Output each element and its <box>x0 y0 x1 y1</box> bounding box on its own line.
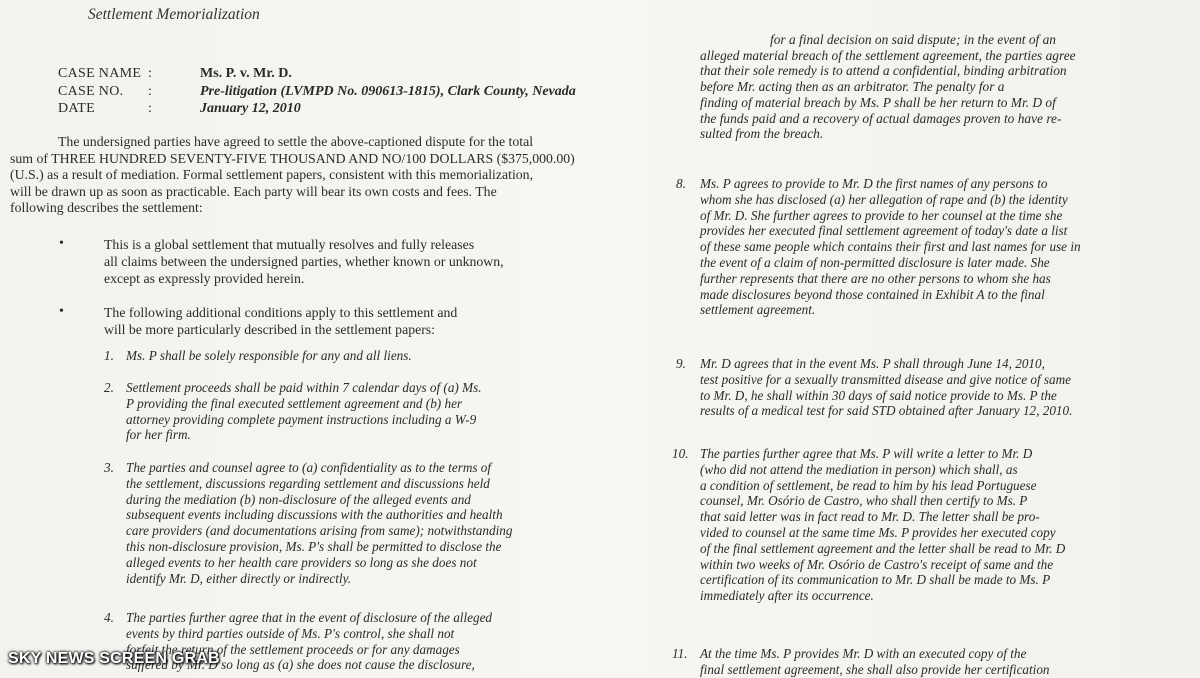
document-title: Settlement Memorialization <box>88 6 260 23</box>
bullet-line: The following additional conditions apply to this settlement and <box>104 305 458 320</box>
bullet-additional-conditions <box>104 304 574 338</box>
intro-paragraph <box>10 134 610 217</box>
item-line: Mr. D agrees that in the event Ms. P shall through June 14, 2010, <box>700 356 1045 371</box>
caption-label: CASE NO. <box>58 84 124 99</box>
intro-line: (U.S.) as a result of mediation. Formal settlement papers, consistent with this memorialization, <box>10 167 534 182</box>
item-line: vided to counsel at the same time Ms. P provides her executed copy <box>700 524 1056 540</box>
item-line: The parties and counsel agree to (a) confidentiality as to the terms of <box>126 460 492 475</box>
item-number: 9. <box>676 356 686 371</box>
intro-line: following describes the settlement: <box>10 200 203 215</box>
continuation-line: that their sole remedy is to attend a confidential, binding arbitration <box>700 63 1067 79</box>
caption-date: DATE : January 12, 2010 <box>58 101 301 116</box>
item-number: 10. <box>672 446 689 461</box>
item-line: final settlement agreement, she shall also provide her certification <box>700 661 1050 677</box>
item-line: P providing the final executed settlement agreement and (b) her <box>126 395 463 411</box>
item-line: Ms. P agrees to provide to Mr. D the first names of any persons to <box>700 176 1048 191</box>
item-line: Ms. P shall be solely responsible for any and all liens. <box>126 348 412 363</box>
item-line: the settlement, discussions regarding settlement and discussions held <box>126 475 490 491</box>
continuation-line: before Mr. acting then as an arbitrator. The penalty for a <box>700 79 1005 95</box>
item-line: events by third parties outside of Ms. P's control, she shall not <box>126 625 455 641</box>
item-line: of these same people which contains their first and last names for use in <box>700 239 1081 255</box>
item-number: 8. <box>676 176 686 191</box>
item-line: of Mr. D. She further agrees to provide to her counsel at the time she <box>700 207 1063 223</box>
item-number: 11. <box>672 646 688 661</box>
item-line: (who did not attend the mediation in person) which shall, as <box>700 461 1018 477</box>
item-line: provides her executed final settlement agreement of today's date a list <box>700 223 1068 239</box>
item-line: immediately after its occurrence. <box>700 588 874 604</box>
item-number: 3. <box>104 460 114 475</box>
item-line: for her firm. <box>126 427 191 443</box>
item-line: forfeit the return of the settlement proceeds or for any damages <box>126 641 460 657</box>
item-number: 1. <box>104 348 114 363</box>
caption-value: Ms. P. v. Mr. D. <box>200 66 292 81</box>
continuation-line: sulted from the breach. <box>700 126 824 142</box>
intro-line: The undersigned parties have agreed to settle the above-captioned dispute for the total <box>58 134 534 149</box>
caption-label: CASE NAME <box>58 66 142 81</box>
bullet-marker: • <box>59 304 64 319</box>
item-line: suffered by Mr. D so long as (a) she does not cause the disclosure, <box>126 657 475 673</box>
item-line: Settlement proceeds shall be paid within 7 calendar days of (a) Ms. <box>126 380 482 395</box>
bullet-line: will be more particularly described in the settlement papers: <box>104 322 436 337</box>
item-line: whom she has disclosed (a) her allegation of rape and (b) the identity <box>700 191 1068 207</box>
broadcaster-watermark: SKY NEWS SCREEN GRAB <box>8 650 220 667</box>
item-line: of the final settlement agreement and the letter shall be read to Mr. D <box>700 540 1066 556</box>
caption-case-name: CASE NAME : Ms. P. v. Mr. D. <box>58 66 292 81</box>
right-column <box>660 0 1200 676</box>
item-line: care providers (and documentations arising from same); notwithstanding <box>126 523 513 539</box>
item-line: attorney providing complete payment instructions including a W-9 <box>126 411 477 427</box>
item-line: a condition of settlement, be read to him by his lead Portuguese <box>700 477 1037 493</box>
caption-case-no: CASE NO. : Pre-litigation (LVMPD No. 090613-1815), Clark County, Nevada <box>58 84 576 99</box>
item-line: The parties further agree that Ms. P will write a letter to Mr. D <box>700 446 1033 461</box>
bullet-line: all claims between the undersigned parties, whether known or unknown, <box>104 254 504 269</box>
item-line: subsequent events including discussions with the authorities and health <box>126 507 503 523</box>
item-line: within two weeks of Mr. Osório de Castro's receipt of same and the <box>700 556 1054 572</box>
arbitration-continuation <box>700 32 1170 142</box>
item-line: The parties further agree that in the event of disclosure of the alleged <box>126 610 493 625</box>
continuation-line: the funds paid and a recovery of actual damages proven to have re- <box>700 110 1062 126</box>
item-line: counsel, Mr. Osório de Castro, who shall then certify to Ms. P <box>700 493 1028 509</box>
item-number: 4. <box>104 610 114 625</box>
item-line: made disclosures beyond those contained in Exhibit A to the final <box>700 286 1045 302</box>
item-line: during the mediation (b) non-disclosure of the alleged events and <box>126 491 471 507</box>
item-line: alleged events to her health care providers so long as she does not <box>126 554 477 570</box>
intro-line: will be drawn up as soon as practicable. Each party will bear its own costs and fees. The <box>10 183 497 199</box>
item-line: that said letter was in fact read to Mr. D. The letter shall be pro- <box>700 509 1040 525</box>
item-line: this non-disclosure provision, Ms. P's shall be permitted to disclose the <box>126 538 502 554</box>
caption-value: January 12, 2010 <box>200 101 301 116</box>
caption-value: Pre-litigation (LVMPD No. 090613-1815), Clark County, Nevada <box>200 84 576 99</box>
item-line: results of a medical test for said STD obtained after January 12, 2010. <box>700 403 1073 419</box>
item-line: settlement agreement. <box>700 302 816 318</box>
bullet-line: This is a global settlement that mutually resolves and fully releases <box>104 237 475 252</box>
item-number: 2. <box>104 380 114 395</box>
item-line: At the time Ms. P provides Mr. D with an executed copy of the <box>700 646 1027 661</box>
item-line: the event of a claim of non-permitted disclosure is later made. She <box>700 254 1050 270</box>
item-line: identify Mr. D, either directly or indirectly. <box>126 570 351 586</box>
item-line: further represents that there are no other persons to whom she has <box>700 270 1051 286</box>
bullet-global-settlement <box>104 236 574 287</box>
intro-line: sum of THREE HUNDRED SEVENTY-FIVE THOUSAND AND NO/100 DOLLARS ($375,000.00) <box>10 150 575 166</box>
caption-label: DATE <box>58 101 95 116</box>
continuation-line: alleged material breach of the settlement agreement, the parties agree <box>700 47 1076 63</box>
continuation-line: finding of material breach by Ms. P shall be her return to Mr. D of <box>700 94 1056 110</box>
bullet-line: except as expressly provided herein. <box>104 271 305 286</box>
continuation-line: for a final decision on said dispute; in the event of an <box>770 32 1057 47</box>
item-line: test positive for a sexually transmitted disease and give notice of same <box>700 371 1072 387</box>
item-line: to Mr. D, he shall within 30 days of said notice provide to Ms. P the <box>700 387 1057 403</box>
item-line: certification of its communication to Mr. D shall be made to Ms. P <box>700 572 1051 588</box>
bullet-marker: • <box>59 236 64 251</box>
